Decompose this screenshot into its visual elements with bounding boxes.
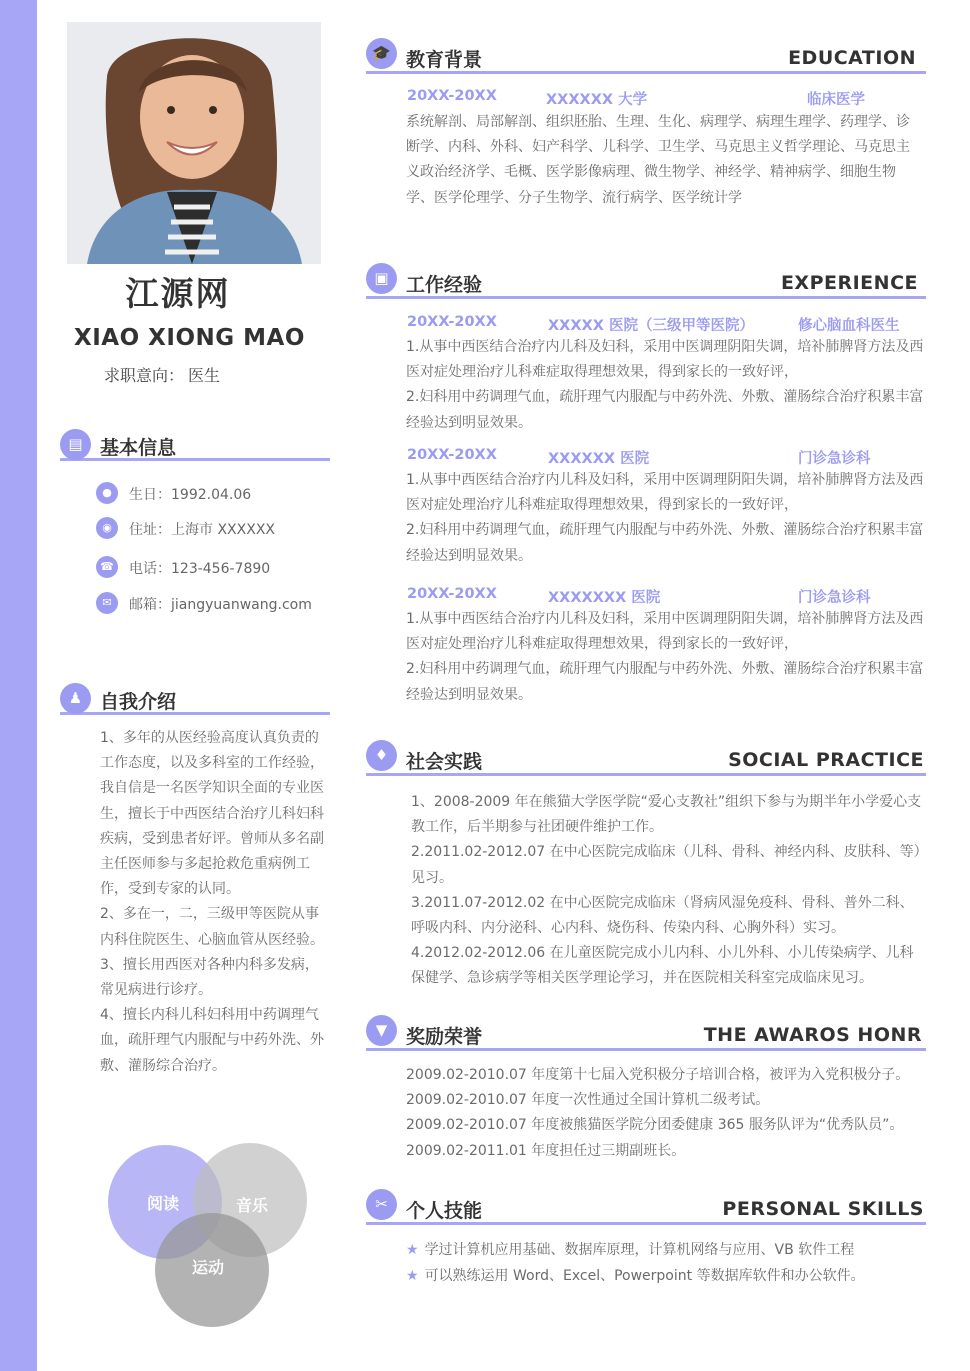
- education-entry-header: [407, 88, 927, 108]
- phone-text: 电话：123-456-7890: [129, 561, 271, 577]
- education-header: [366, 34, 926, 74]
- hobby-sports-label: 运动: [191, 1258, 224, 1277]
- job-1-desc: 1.从事中西医结合治疗内儿科及妇科，采用中医调理阴阳失调，培补肺脾肾方法及西医对症处理治疗儿科难症取得理想效果，得到家长的一致好评， 2.妇科用中药调理气血，疏肝理气内服配与中药外洗、外敷、灌肠综合治疗积累丰富经验达到明显效果。: [406, 339, 924, 431]
- skills-header: [366, 1185, 926, 1225]
- skill-item: [406, 1237, 926, 1263]
- skills-title: 个人技能: [406, 1200, 483, 1222]
- location-icon: ◉: [96, 517, 118, 539]
- hobby-music-label: 音乐: [235, 1196, 268, 1215]
- education-major: 临床医学: [807, 92, 865, 108]
- awards-title: 奖励荣誉: [406, 1026, 483, 1048]
- name-en: XIAO XIONG MAO: [74, 325, 305, 351]
- education-title: 教育背景: [406, 49, 483, 71]
- star-icon: ★: [406, 1268, 419, 1284]
- experience-title: 工作经验: [406, 274, 483, 296]
- awards-title-en: THE AWAROS HONR: [703, 1024, 922, 1046]
- skills-list: [406, 1237, 926, 1289]
- skill-item: [406, 1263, 926, 1289]
- education-title-en: EDUCATION: [788, 47, 916, 69]
- experience-title-en: EXPERIENCE: [780, 272, 918, 294]
- briefcase-icon: ▣: [366, 263, 397, 294]
- skill-item-text: 学过计算机应用基础、数据库原理，计算机网络与应用、VB 软件工程: [424, 1242, 855, 1258]
- awards-header: [366, 1011, 926, 1051]
- self-intro-header: [60, 681, 330, 715]
- job-intent: [104, 363, 220, 386]
- skills-title-en: PERSONAL SKILLS: [722, 1198, 924, 1220]
- awards-text: 2009.02-2010.07 年度第十七届入党积极分子培训合格，被评为入党积极分子。 2009.02-2010.07 年度一次性通过全国计算机二级考试。 2009.02-2010.07 年度被熊猫医学院分团委健康 365 服务队评为“优秀队员”。 2009.02-2011.01 年度担任过三期副班长。: [406, 1067, 910, 1159]
- person-icon: ●: [96, 482, 118, 504]
- trophy-icon: ▼: [366, 1015, 397, 1046]
- job-2-role: 门诊急诊科: [798, 451, 871, 467]
- job-2-org: XXXXXX 医院: [548, 451, 650, 467]
- intent-value: 医生: [188, 366, 221, 385]
- intent-label: 求职意向：: [104, 366, 185, 385]
- job-1-role: 修心脑血科医生: [798, 318, 900, 334]
- email-text: 邮箱：jiangyuanwang.com: [129, 597, 312, 613]
- tools-icon: ✂: [366, 1189, 397, 1220]
- mail-icon: ✉: [96, 592, 118, 614]
- users-icon: ♟: [60, 683, 91, 714]
- star-icon: ★: [406, 1242, 419, 1258]
- self-intro-title: 自我介绍: [100, 691, 177, 713]
- phone-icon: ☎: [96, 556, 118, 578]
- basic-info-header: [60, 427, 330, 461]
- profile-photo: [67, 22, 321, 264]
- job-3-desc: 1.从事中西医结合治疗内儿科及妇科，采用中医调理阴阳失调，培补肺脾肾方法及西医对症处理治疗儿科难症取得理想效果，得到家长的一致好评， 2.妇科用中药调理气血，疏肝理气内服配与中药外洗、外敷、灌肠综合治疗积累丰富经验达到明显效果。: [406, 611, 924, 703]
- name-cn: 江源网: [125, 274, 231, 313]
- job-1-header: [407, 314, 927, 334]
- job-2-date: 20XX-20XX: [407, 447, 497, 463]
- job-3-header: [407, 586, 927, 606]
- hobby-sports: [155, 1213, 269, 1327]
- social-header: [366, 736, 926, 776]
- job-1-org: XXXXX 医院（三级甲等医院）: [548, 318, 754, 334]
- experience-header: [366, 259, 926, 299]
- basic-info-title: 基本信息: [100, 437, 177, 459]
- education-date: 20XX-20XX: [407, 88, 497, 104]
- job-3-role: 门诊急诊科: [798, 590, 871, 606]
- job-1-date: 20XX-20XX: [407, 314, 497, 330]
- address-text: 住址：上海市 XXXXXX: [129, 522, 275, 538]
- education-school: XXXXXX 大学: [546, 92, 648, 108]
- education-courses: 系统解剖、局部解剖、组织胚胎、生理、生化、病理学、病理生理学、药理学、诊断学、内科、外科、妇产科学、儿科学、卫生学、马克思主义哲学理论、马克思主义政治经济学、毛概、医学影像病理、微生物学、神经学、精神病学、细胞生物学、医学伦理学、分子生物学、流行病学、医学统计学: [406, 114, 910, 206]
- left-accent-bar: [0, 0, 37, 1371]
- id-card-icon: ▤: [60, 429, 91, 460]
- self-intro-text: 1、多年的从医经验高度认真负责的工作态度，以及多科室的工作经验，我自信是一名医学知识全面的专业医生，擅长于中西医结合治疗儿科妇科疾病，受到患者好评。曾师从多名副主任医师参与多起抢救危重病例工作，受到专家的认同。 2、多在一，二，三级甲等医院从事内科住院医生、心脑血管从医经验。 3、擅长用西医对各种内科多发病，常见病进行诊疗。 4、擅长内科儿科妇科用中药调理气血，疏肝理气内服配与中药外洗、外敷、灌肠综合治疗。: [100, 730, 324, 1074]
- job-2-desc: 1.从事中西医结合治疗内儿科及妇科，采用中医调理阴阳失调，培补肺脾肾方法及西医对症处理治疗儿科难症取得理想效果，得到家长的一致好评， 2.妇科用中药调理气血，疏肝理气内服配与中药外洗、外敷、灌肠综合治疗积累丰富经验达到明显效果。: [406, 472, 924, 564]
- medal-icon: ♦: [366, 740, 397, 771]
- social-title-en: SOCIAL PRACTICE: [728, 749, 924, 771]
- graduation-cap-icon: 🎓: [366, 38, 397, 69]
- birthday-text: 生日：1992.04.06: [129, 487, 252, 503]
- job-3-date: 20XX-20XX: [407, 586, 497, 602]
- social-title: 社会实践: [406, 751, 483, 773]
- social-text: 1、2008-2009 年在熊猫大学医学院“爱心支教社”组织下参与为期半年小学爱心支教工作，后半期参与社团硬件维护工作。 2.2011.02-2012.07 在中心医院完成临床（儿科、骨科、神经内科、皮肤科、等）见习。 3.2011.07-2012.02 在中心医院完成临床（肾病风湿免疫科、骨科、普外二科、呼吸内科、内分泌科、心内科、烧伤科、传染内科、心胸外科）实习。 4.2012.02-2012.06 在儿童医院完成小儿内科、小儿外科、小儿传染病学、儿科保健学、急诊病学等相关医学理论学习，并在医院相关科室完成临床见习。: [411, 794, 922, 987]
- job-3-org: XXXXXXX 医院: [548, 590, 661, 606]
- skill-item-text: 可以熟练运用 Word、Excel、Powerpoint 等数据库软件和办公软件。: [424, 1268, 865, 1284]
- hobby-reading-label: 阅读: [146, 1194, 179, 1213]
- job-2-header: [407, 447, 927, 467]
